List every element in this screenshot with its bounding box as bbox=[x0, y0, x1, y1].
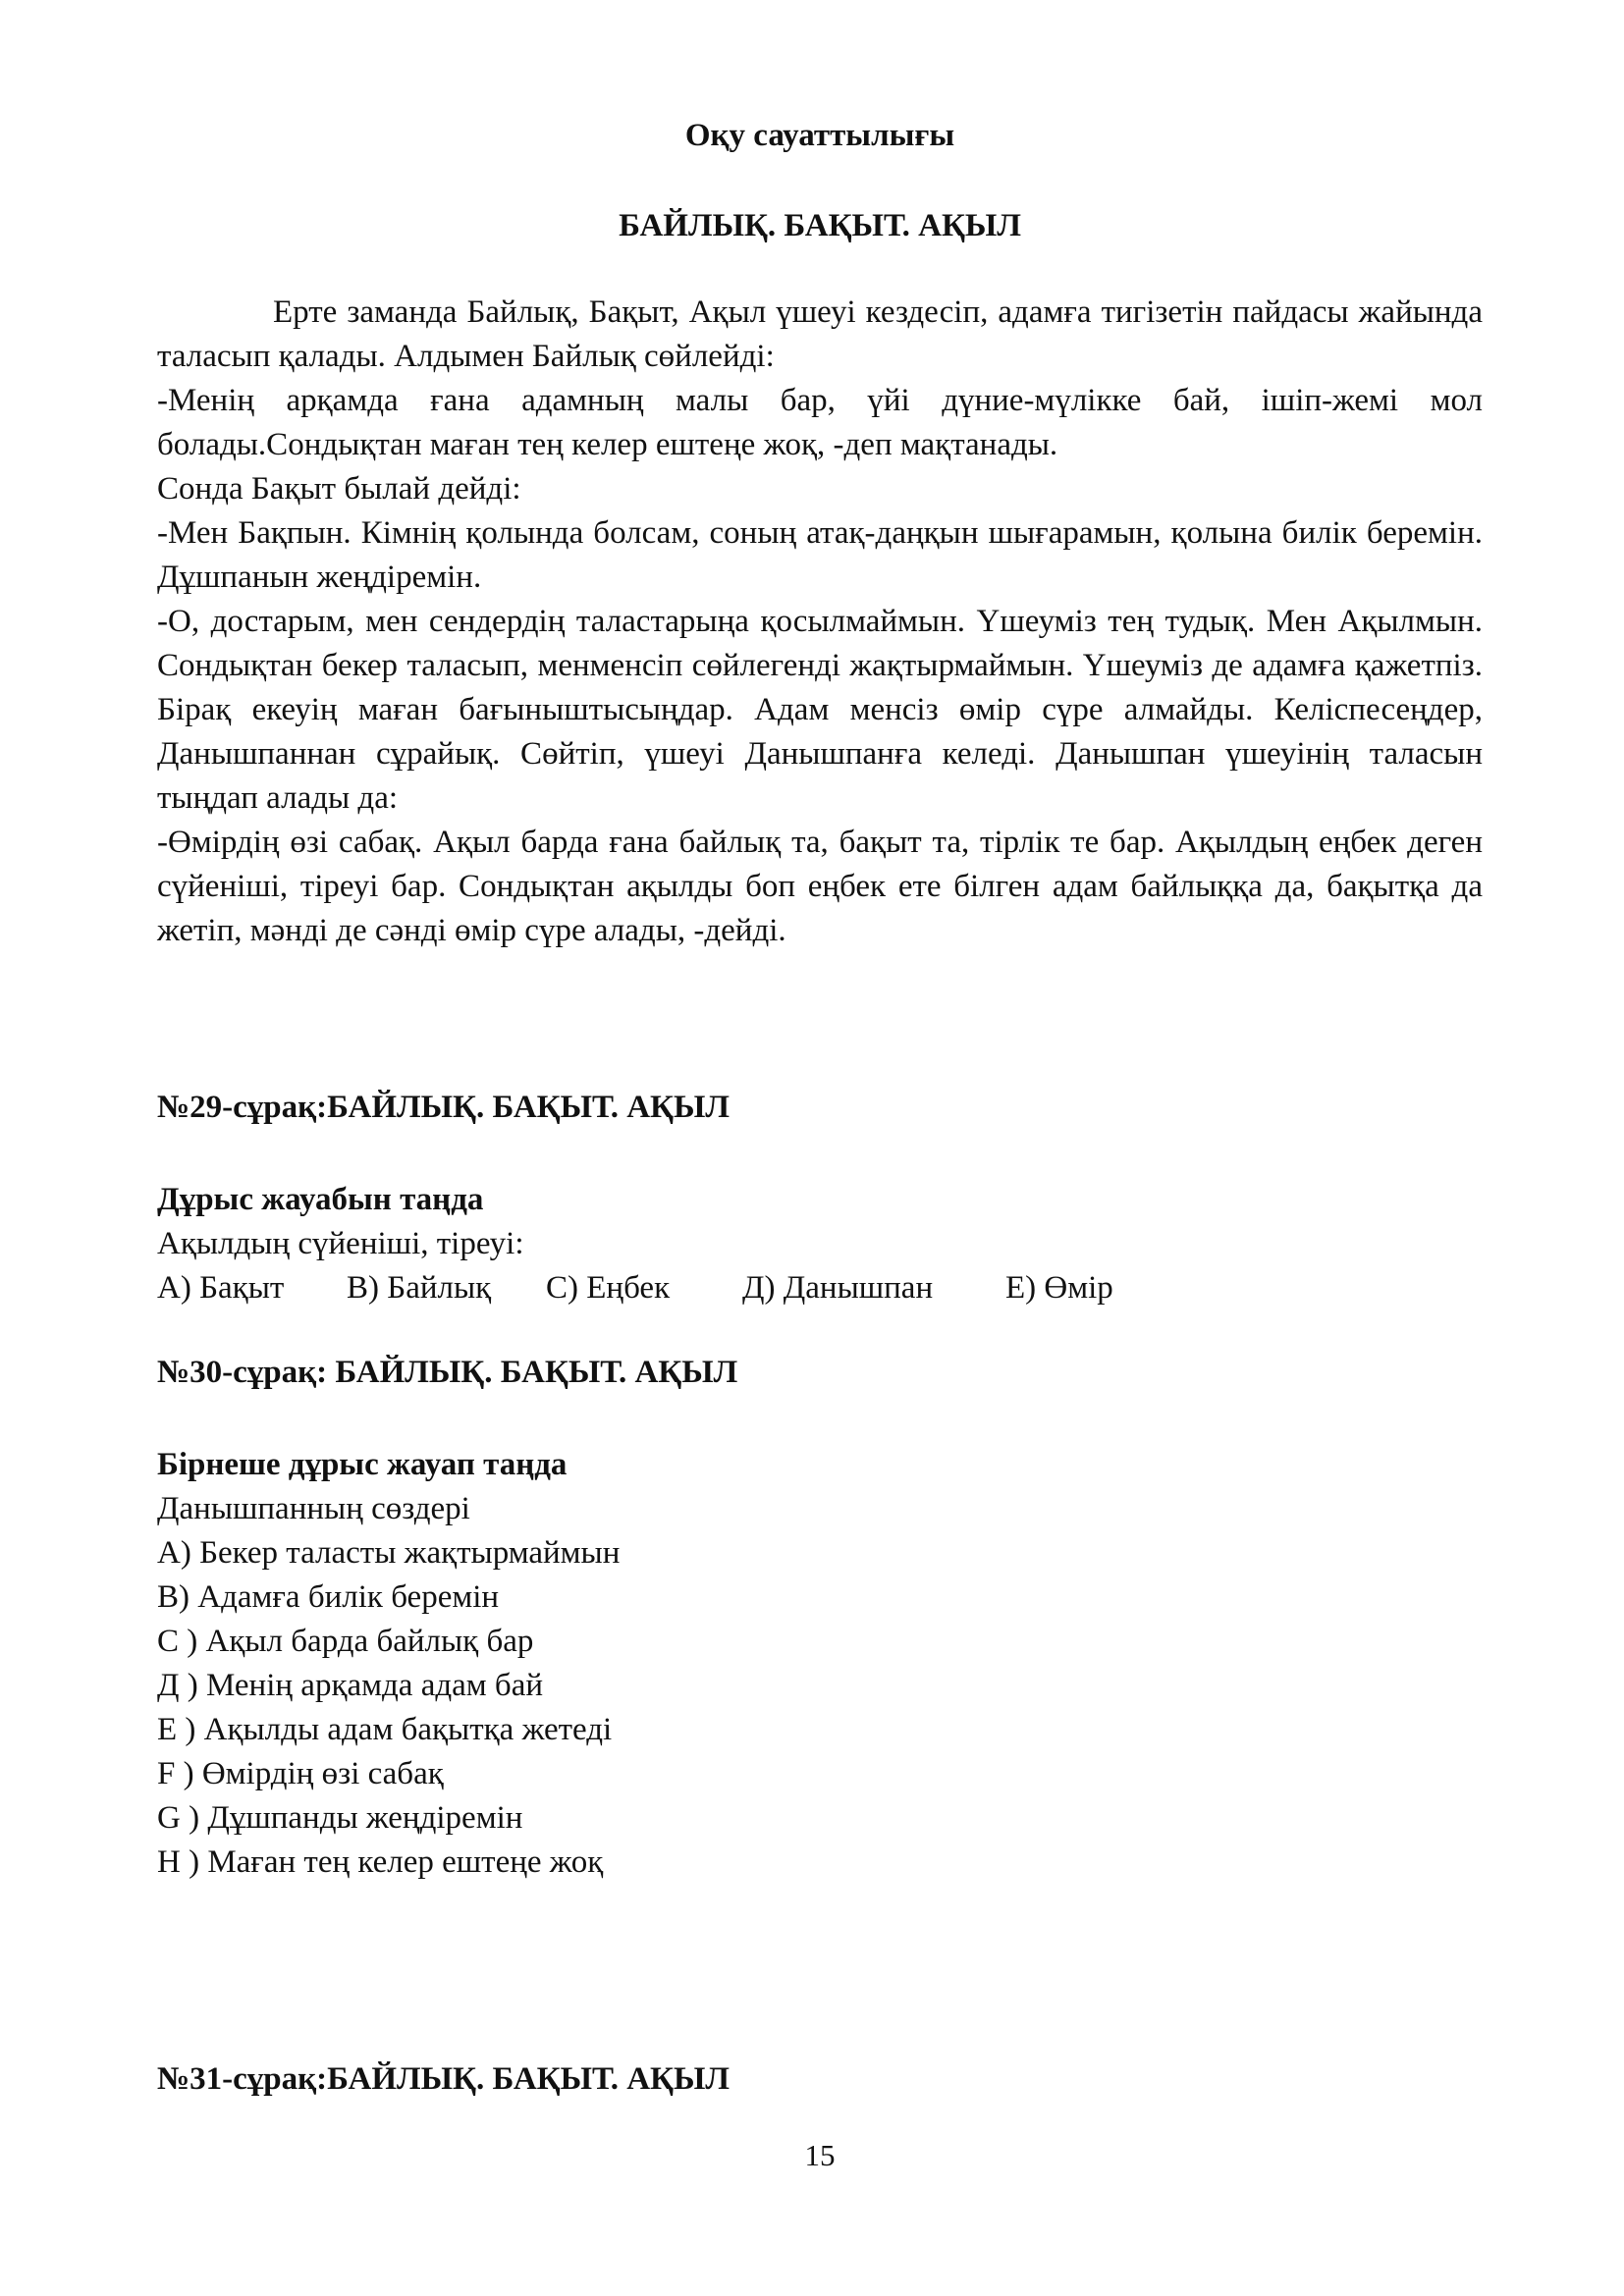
story-paragraph: Сонда Бақыт былай дейді: bbox=[157, 471, 521, 507]
option-item: Д ) Менің арқамда адам бай bbox=[157, 1668, 544, 1703]
question-30-block bbox=[157, 1443, 1483, 1885]
question-29-prompt: Ақылдың сүйеніші, тіреуі: bbox=[157, 1226, 524, 1261]
page-number: 15 bbox=[804, 2138, 836, 2172]
question-31-heading: №31-сұрақ:БАЙЛЫҚ. БАҚЫТ. АҚЫЛ bbox=[157, 2061, 730, 2097]
question-30-prompt: Данышпанның сөздері bbox=[157, 1491, 470, 1526]
option-e: Е) Өмір bbox=[1005, 1270, 1113, 1306]
story-paragraph: Ерте заманда Байлық, Бақыт, Ақыл үшеуі кездесіп, адамға тигізетін пайдасы жайында таласып қалады. Алдымен Байлық сөйлейді: bbox=[157, 294, 1483, 374]
story-paragraph: -Мен Бақпын. Кімнің қолында болсам, соның атақ-даңқын шығарамын, қолына билік беремін. Дұшпанын жеңдіремін. bbox=[157, 515, 1483, 595]
question-29-instruction: Дұрыс жауабын таңда bbox=[157, 1182, 484, 1217]
story-paragraph: -Өмірдің өзі сабақ. Ақыл барда ғана байлық та, бақыт та, тірлік те бар. Ақылдың еңбек деген сүйеніші, тіреуі бар. Сондықтан ақылды боп еңбек ете білген адам байлыққа да, бақытқа да жетіп, мәнді де сәнді өмір сүре алады, -дейді. bbox=[157, 825, 1483, 948]
story-title: БАЙЛЫҚ. БАҚЫТ. АҚЫЛ bbox=[619, 208, 1021, 243]
question-30-options bbox=[157, 1531, 1483, 1885]
question-29-block bbox=[157, 1178, 1483, 1310]
option-d: Д) Данышпан bbox=[742, 1270, 934, 1306]
option-item: F ) Өмірдің өзі сабақ bbox=[157, 1756, 444, 1791]
option-b: В) Байлық bbox=[347, 1270, 492, 1306]
question-29-options bbox=[157, 1266, 1483, 1310]
option-item: А) Бекер таласты жақтырмаймын bbox=[157, 1535, 621, 1571]
section-label: Оқу сауаттылығы bbox=[684, 118, 955, 153]
option-c: С) Еңбек bbox=[546, 1270, 671, 1306]
option-item: В) Адамға билік беремін bbox=[157, 1579, 500, 1615]
option-item: Н ) Маған тең келер ештеңе жоқ bbox=[157, 1844, 604, 1880]
story-text bbox=[157, 291, 1483, 953]
option-a: А) Бақыт bbox=[157, 1270, 285, 1306]
question-30-heading: №30-сұрақ: БАЙЛЫҚ. БАҚЫТ. АҚЫЛ bbox=[157, 1355, 738, 1390]
question-29-heading: №29-сұрақ:БАЙЛЫҚ. БАҚЫТ. АҚЫЛ bbox=[157, 1090, 730, 1125]
option-item: Е ) Ақылды адам бақытқа жетеді bbox=[157, 1712, 613, 1747]
story-paragraph: -Менің арқамда ғана адамның малы бар, үйі дүние-мүлікке бай, ішіп-жемі мол болады.Сондықтан маған тең келер ештеңе жоқ, -деп мақтанады. bbox=[157, 383, 1483, 462]
option-item: G ) Дұшпанды жеңдіремін bbox=[157, 1800, 523, 1836]
question-30-instruction: Бірнеше дұрыс жауап таңда bbox=[157, 1447, 568, 1482]
story-paragraph: -О, достарым, мен сендердің таластарыңа қосылмаймын. Үшеуміз тең тудық. Мен Ақылмын. Сондықтан бекер таласып, менменсіп сөйлегенді жақтырмаймын. Үшеуміз де адамға қажетпіз. Бірақ екеуің маған бағыныштысыңдар. Адам менсіз өмір сүре алмайды. Келіспесеңдер, Данышпаннан сұрайық. Сөйтіп, үшеуі Данышпанға келеді. Данышпан үшеуінің таласын тыңдап алады да: bbox=[157, 604, 1483, 816]
document-page bbox=[157, 0, 1483, 2296]
option-item: С ) Ақыл барда байлық бар bbox=[157, 1624, 534, 1659]
